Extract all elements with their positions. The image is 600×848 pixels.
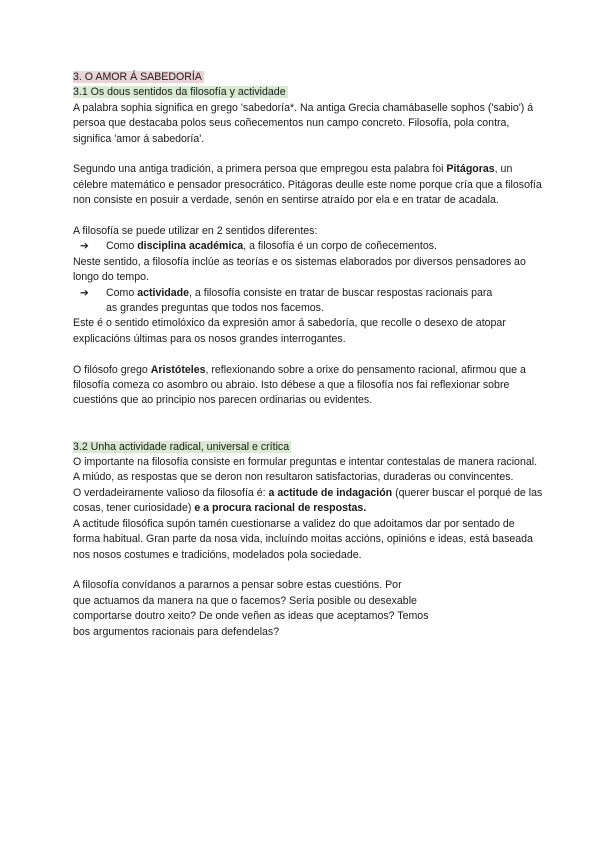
text-span: , a filosofía consiste en tratar de buscar respostas racionais para [189, 286, 493, 299]
text-line: comportarse doutro xeito? De onde veñen as ideas que aceptamos? Temos [73, 610, 429, 623]
bold-procura-racional: e a procura racional de respostas. [194, 502, 367, 515]
bold-pitagoras: Pitágoras [446, 163, 495, 176]
text-span: (querer buscar el porqué de las cosas, tener curiosidade) [73, 486, 543, 515]
text-span: , a filosofía é un corpo de coñecementos. [243, 240, 437, 253]
right-arrow-icon: ➔ [80, 240, 89, 253]
text-span: , un célebre matemático e pensador presocrático. Pitágoras deulle este nome porque cría que a filosofía non consiste en posuir a verdade, senón en sentirse atraído por ela e en tratar de acadala. [73, 163, 542, 207]
text-span: O filósofo grego [73, 363, 151, 376]
paragraph-invitation [73, 578, 543, 640]
text-line: bos argumentos racionais para defendelas? [73, 625, 280, 638]
paragraph-two-senses: A filosofía se puede utilizar en 2 sentidos diferentes: [73, 225, 318, 238]
bold-actividade: actividade [137, 286, 190, 299]
paragraph-aristoteles [73, 363, 543, 409]
list-item-activity [73, 286, 543, 301]
paragraph-etymological-sense: Este é o sentido etimolóxico da expresión amor á sabedoría, que recolle o desexo de atopar explicacións últimas para os nosos grandes interrogantes. [73, 317, 506, 345]
paragraph-valuable [73, 486, 543, 517]
bold-aristoteles: Aristóteles [150, 363, 206, 376]
list-item-academic [73, 239, 543, 254]
section-title-3-2: 3.2 Unha actividade radical, universal e crítica [73, 440, 290, 453]
text-span: Segundo una antiga tradición, a primera persoa que empregou esta palabra foi [73, 163, 447, 176]
paragraph-pitagoras [73, 162, 543, 208]
chapter-title: 3. O AMOR Á SABEDORÍA [73, 71, 202, 83]
text-span: Como [106, 286, 138, 299]
list-item-activity-continuation: as grandes preguntas que todos nos facemos. [106, 302, 324, 315]
text-span: , reflexionando sobre a orixe do pensamento racional, afirmou que a filosofía comeza co asombro ou abraio. Isto débese a que a filosofía nos fai reflexionar sobre cuestións que ao principio nos parecen ordinarias ou evidentes. [73, 363, 526, 407]
text-span: O verdadeiramente valioso da filosofía é: [73, 486, 269, 499]
document-page [73, 70, 543, 640]
paragraph-questions: O importante na filosofía consiste en formular preguntas e intentar contestalas de manera racional. A miúdo, as respostas que se deron non resultaron satisfactorias, duraderas ou convincentes. [73, 456, 538, 484]
text-span: Como [106, 240, 138, 253]
paragraph-sophia: A palabra sophia significa en grego 'sabedoría*. Na antiga Grecia chamábaselle sophos ('sabio') á persoa que destacaba polos seus coñecementos nun campo concreto. Filosofía, pola contra, significa 'amor á sabedoría'. [73, 101, 534, 145]
right-arrow-icon: ➔ [80, 286, 89, 299]
bold-disciplina: disciplina académica [137, 240, 244, 253]
paragraph-attitude: A actitude filosófica supón tamén cuestionarse a validez do que adoitamos dar por sentado de forma habitual. Gran parte da nosa vida, incluíndo moitas accións, opinións e ideas, está baseada nos nosos costumes e tradicións, modelados pola sociedade. [73, 517, 533, 561]
text-line: A filosofía convídanos a pararnos a pensar sobre estas cuestións. Por [73, 579, 402, 592]
paragraph-academic-sense: Neste sentido, a filosofía inclúe as teorías e os sistemas elaborados por diversos pensadores ao longo do tempo. [73, 255, 526, 284]
text-line: que actuamos da manera na que o facemos? Sería posible ou desexable [73, 594, 417, 607]
bold-indagacion: a actitude de indagación [268, 486, 393, 499]
section-title-3-1: 3.1 Os dous sentidos da filosofía y actividade [73, 86, 286, 99]
